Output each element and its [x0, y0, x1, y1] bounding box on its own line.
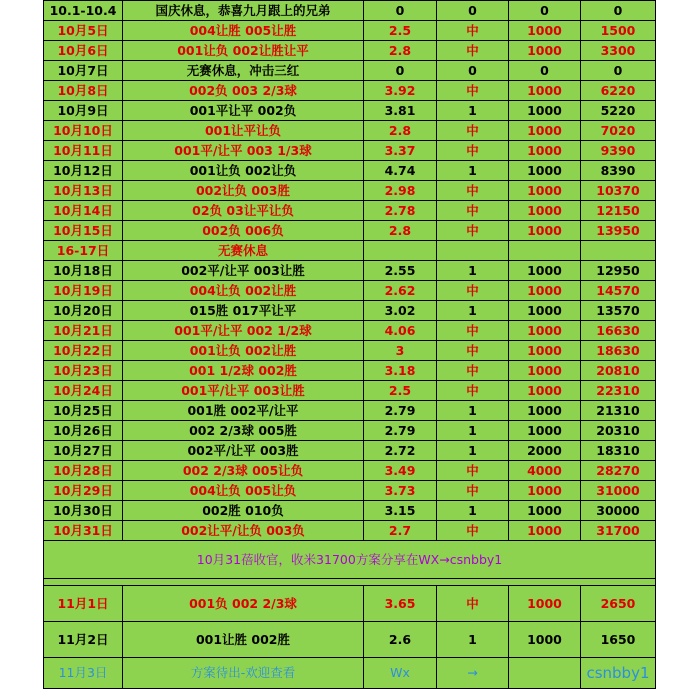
balance-cell: 13570: [581, 301, 656, 321]
spacer-cell: [44, 579, 656, 586]
result-cell: 中: [437, 341, 509, 361]
stake-cell: 1000: [509, 41, 581, 61]
picks-cell: 004让负 005让负: [123, 481, 364, 501]
picks-cell: 002让平/让负 003负: [123, 521, 364, 541]
stake-cell: 4000: [509, 461, 581, 481]
result-cell: 中: [437, 141, 509, 161]
table-row: [44, 181, 656, 201]
date-cell: 10月28日: [44, 461, 123, 481]
stake-cell: 1000: [509, 181, 581, 201]
table-row: [44, 421, 656, 441]
stake-cell: [509, 658, 581, 689]
balance-cell: 21310: [581, 401, 656, 421]
date-cell: 10月24日: [44, 381, 123, 401]
table-row: [44, 481, 656, 501]
date-cell: 10月12日: [44, 161, 123, 181]
balance-cell: 9390: [581, 141, 656, 161]
table-row: [44, 361, 656, 381]
table-row: [44, 461, 656, 481]
stake-cell: 1000: [509, 261, 581, 281]
balance-cell: csnbby1: [581, 658, 656, 689]
stake-cell: 1000: [509, 521, 581, 541]
table-row: [44, 141, 656, 161]
date-cell: 10月13日: [44, 181, 123, 201]
banner-row: [44, 541, 656, 579]
date-cell: 10.1-10.4: [44, 1, 123, 21]
result-cell: 中: [437, 181, 509, 201]
picks-cell: 002负 003 2/3球: [123, 81, 364, 101]
odds-cell: 2.79: [364, 401, 437, 421]
picks-cell: 001负 002 2/3球: [123, 586, 364, 622]
odds-cell: 2.62: [364, 281, 437, 301]
result-cell: 中: [437, 321, 509, 341]
date-cell: 10月27日: [44, 441, 123, 461]
table-row: [44, 586, 656, 622]
stake-cell: 1000: [509, 141, 581, 161]
odds-cell: 2.5: [364, 381, 437, 401]
stake-cell: 1000: [509, 201, 581, 221]
stake-cell: 1000: [509, 161, 581, 181]
stake-cell: 1000: [509, 301, 581, 321]
table-row: [44, 341, 656, 361]
stake-cell: 0: [509, 61, 581, 81]
date-cell: 10月29日: [44, 481, 123, 501]
picks-cell: 001平/让平 003让胜: [123, 381, 364, 401]
date-cell: 10月10日: [44, 121, 123, 141]
picks-cell: 001平/让平 003 1/3球: [123, 141, 364, 161]
date-cell: 10月20日: [44, 301, 123, 321]
stake-cell: 0: [509, 1, 581, 21]
result-cell: 中: [437, 521, 509, 541]
picks-cell: 002 2/3球 005让负: [123, 461, 364, 481]
odds-cell: 4.74: [364, 161, 437, 181]
table-row: [44, 121, 656, 141]
odds-cell: 2.98: [364, 181, 437, 201]
odds-cell: 4.06: [364, 321, 437, 341]
date-cell: 10月9日: [44, 101, 123, 121]
balance-cell: 0: [581, 61, 656, 81]
table-row: [44, 401, 656, 421]
result-cell: 中: [437, 81, 509, 101]
stake-cell: 1000: [509, 501, 581, 521]
balance-cell: 8390: [581, 161, 656, 181]
table-row: [44, 301, 656, 321]
date-cell: 10月5日: [44, 21, 123, 41]
date-cell: 10月31日: [44, 521, 123, 541]
table-row: [44, 521, 656, 541]
picks-cell: 002让负 003胜: [123, 181, 364, 201]
result-cell: 1: [437, 261, 509, 281]
odds-cell: 3.65: [364, 586, 437, 622]
picks-cell: 001 1/2球 002胜: [123, 361, 364, 381]
balance-cell: 31000: [581, 481, 656, 501]
result-cell: →: [437, 658, 509, 689]
balance-cell: 6220: [581, 81, 656, 101]
table-row: [44, 41, 656, 61]
stake-cell: 1000: [509, 381, 581, 401]
odds-cell: 3.92: [364, 81, 437, 101]
results-table-body: [44, 1, 656, 689]
stake-cell: 2000: [509, 441, 581, 461]
date-cell: 10月18日: [44, 261, 123, 281]
stake-cell: 1000: [509, 121, 581, 141]
odds-cell: 3.73: [364, 481, 437, 501]
result-cell: 1: [437, 101, 509, 121]
table-row: [44, 381, 656, 401]
odds-cell: 2.6: [364, 622, 437, 658]
stake-cell: 1000: [509, 341, 581, 361]
result-cell: 中: [437, 221, 509, 241]
date-cell: 10月30日: [44, 501, 123, 521]
picks-cell: 无赛休息: [123, 241, 364, 261]
table-row: [44, 201, 656, 221]
stake-cell: 1000: [509, 21, 581, 41]
upcoming-row: [44, 658, 656, 689]
table-row: [44, 161, 656, 181]
balance-cell: [581, 241, 656, 261]
balance-cell: 20310: [581, 421, 656, 441]
date-cell: 10月14日: [44, 201, 123, 221]
date-cell: 10月23日: [44, 361, 123, 381]
odds-cell: 0: [364, 1, 437, 21]
odds-cell: 2.8: [364, 41, 437, 61]
odds-cell: 0: [364, 61, 437, 81]
picks-cell: 015胜 017平让平: [123, 301, 364, 321]
result-cell: 1: [437, 501, 509, 521]
balance-cell: 22310: [581, 381, 656, 401]
odds-cell: 2.7: [364, 521, 437, 541]
balance-cell: 13950: [581, 221, 656, 241]
odds-cell: 2.8: [364, 121, 437, 141]
picks-cell: 001让负 002让胜: [123, 341, 364, 361]
result-cell: 1: [437, 401, 509, 421]
balance-cell: 0: [581, 1, 656, 21]
date-cell: 10月26日: [44, 421, 123, 441]
table-row: [44, 61, 656, 81]
result-cell: 中: [437, 201, 509, 221]
balance-cell: 14570: [581, 281, 656, 301]
odds-cell: 2.72: [364, 441, 437, 461]
balance-cell: 16630: [581, 321, 656, 341]
result-cell: 0: [437, 1, 509, 21]
table-row: [44, 1, 656, 21]
picks-cell: 001让负 002让负: [123, 161, 364, 181]
result-cell: [437, 241, 509, 261]
result-cell: 1: [437, 441, 509, 461]
picks-cell: 001让平让负: [123, 121, 364, 141]
stake-cell: 1000: [509, 401, 581, 421]
stake-cell: 1000: [509, 421, 581, 441]
result-cell: 中: [437, 461, 509, 481]
date-cell: 10月6日: [44, 41, 123, 61]
odds-cell: 3.02: [364, 301, 437, 321]
odds-cell: Wx: [364, 658, 437, 689]
date-cell: 16-17日: [44, 241, 123, 261]
result-cell: 中: [437, 41, 509, 61]
table-row: [44, 101, 656, 121]
picks-cell: 002 2/3球 005胜: [123, 421, 364, 441]
banner-text: 10月31蓓收官，收米31700方案分享在WX→csnbby1: [44, 541, 656, 579]
date-cell: 11月3日: [44, 658, 123, 689]
picks-cell: 无赛休息，冲击三红: [123, 61, 364, 81]
result-cell: 1: [437, 161, 509, 181]
table-row: [44, 261, 656, 281]
balance-cell: 5220: [581, 101, 656, 121]
balance-cell: 3300: [581, 41, 656, 61]
odds-cell: 3.15: [364, 501, 437, 521]
balance-cell: 7020: [581, 121, 656, 141]
picks-cell: 002平/让平 003胜: [123, 441, 364, 461]
odds-cell: 2.55: [364, 261, 437, 281]
balance-cell: 30000: [581, 501, 656, 521]
odds-cell: 3.37: [364, 141, 437, 161]
odds-cell: 2.8: [364, 221, 437, 241]
result-cell: 中: [437, 21, 509, 41]
balance-cell: 12950: [581, 261, 656, 281]
picks-cell: 002胜 010负: [123, 501, 364, 521]
picks-cell: 02负 03让平让负: [123, 201, 364, 221]
date-cell: 11月1日: [44, 586, 123, 622]
result-cell: 中: [437, 361, 509, 381]
balance-cell: 31700: [581, 521, 656, 541]
table-row: [44, 281, 656, 301]
table-row: [44, 221, 656, 241]
date-cell: 10月7日: [44, 61, 123, 81]
stake-cell: 1000: [509, 101, 581, 121]
balance-cell: 10370: [581, 181, 656, 201]
date-cell: 10月22日: [44, 341, 123, 361]
date-cell: 10月8日: [44, 81, 123, 101]
balance-cell: 28270: [581, 461, 656, 481]
stake-cell: 1000: [509, 221, 581, 241]
balance-cell: 1500: [581, 21, 656, 41]
result-cell: 1: [437, 622, 509, 658]
table-row: [44, 81, 656, 101]
picks-cell: 001平/让平 002 1/2球: [123, 321, 364, 341]
result-cell: 0: [437, 61, 509, 81]
picks-cell: 002平/让平 003让胜: [123, 261, 364, 281]
stake-cell: 1000: [509, 281, 581, 301]
odds-cell: 2.79: [364, 421, 437, 441]
result-cell: 1: [437, 421, 509, 441]
picks-cell: 方案待出-欢迎查看: [123, 658, 364, 689]
table-row: [44, 321, 656, 341]
odds-cell: 2.5: [364, 21, 437, 41]
stake-cell: 1000: [509, 481, 581, 501]
picks-cell: 001让负 002让胜让平: [123, 41, 364, 61]
table-row: [44, 241, 656, 261]
odds-cell: [364, 241, 437, 261]
results-table: [43, 0, 656, 689]
stake-cell: [509, 241, 581, 261]
result-cell: 中: [437, 121, 509, 141]
stake-cell: 1000: [509, 586, 581, 622]
picks-cell: 002负 006负: [123, 221, 364, 241]
stake-cell: 1000: [509, 321, 581, 341]
table-row: [44, 21, 656, 41]
date-cell: 10月11日: [44, 141, 123, 161]
picks-cell: 001让胜 002胜: [123, 622, 364, 658]
stake-cell: 1000: [509, 622, 581, 658]
date-cell: 11月2日: [44, 622, 123, 658]
result-cell: 中: [437, 381, 509, 401]
table-row: [44, 622, 656, 658]
picks-cell: 001胜 002平/让平: [123, 401, 364, 421]
spacer-row: [44, 579, 656, 586]
picks-cell: 001平让平 002负: [123, 101, 364, 121]
stake-cell: 1000: [509, 81, 581, 101]
balance-cell: 20810: [581, 361, 656, 381]
result-cell: 中: [437, 281, 509, 301]
result-cell: 中: [437, 481, 509, 501]
date-cell: 10月25日: [44, 401, 123, 421]
odds-cell: 2.78: [364, 201, 437, 221]
balance-cell: 1650: [581, 622, 656, 658]
date-cell: 10月21日: [44, 321, 123, 341]
odds-cell: 3.18: [364, 361, 437, 381]
balance-cell: 18630: [581, 341, 656, 361]
stake-cell: 1000: [509, 361, 581, 381]
picks-cell: 004让胜 005让胜: [123, 21, 364, 41]
balance-cell: 12150: [581, 201, 656, 221]
odds-cell: 3.81: [364, 101, 437, 121]
table-row: [44, 501, 656, 521]
balance-cell: 18310: [581, 441, 656, 461]
date-cell: 10月19日: [44, 281, 123, 301]
odds-cell: 3.49: [364, 461, 437, 481]
result-cell: 1: [437, 301, 509, 321]
odds-cell: 3: [364, 341, 437, 361]
table-row: [44, 441, 656, 461]
picks-cell: 国庆休息，恭喜九月跟上的兄弟: [123, 1, 364, 21]
date-cell: 10月15日: [44, 221, 123, 241]
result-cell: 中: [437, 586, 509, 622]
picks-cell: 004让负 002让胜: [123, 281, 364, 301]
balance-cell: 2650: [581, 586, 656, 622]
